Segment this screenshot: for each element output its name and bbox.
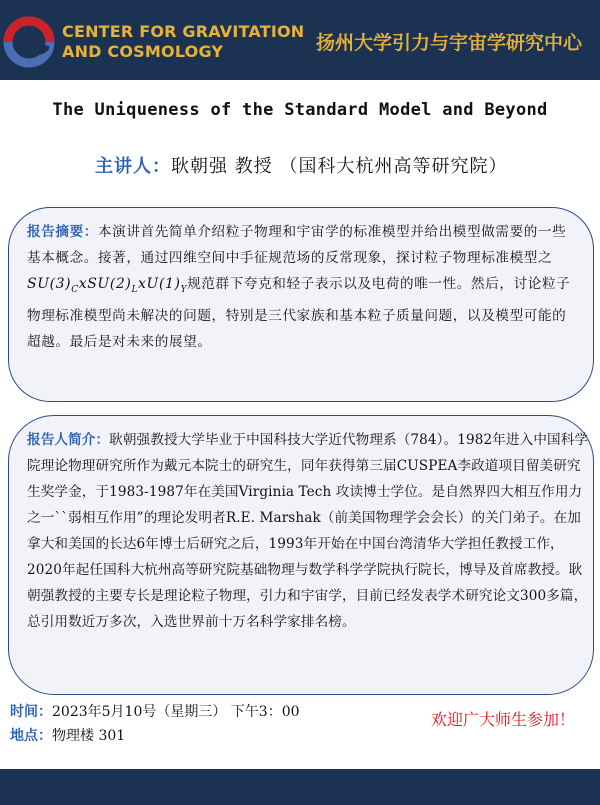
center-name-line1: CENTER FOR GRAVITATION: [62, 22, 305, 41]
time-value: 2023年5月10号（星期三） 下午3：00: [52, 704, 300, 720]
center-name-cn: 扬州大学引力与宇宙学研究中心: [316, 32, 583, 54]
center-name-en: [62, 22, 304, 62]
logo-icon: [3, 16, 55, 68]
abstract-label: 报告摘要：: [27, 224, 98, 240]
bio-body: 耿朝强教授大学毕业于中国科技大学近代物理系（784）。1982年进入中国科学院理论物理研究所作为戴元本院士的研究生，同年获得第三届CUSPEA李政道项目留美研究生奖学金，于1983-1987年在美国Virginia Tech 攻读博士学位。是自然界四大相互作用力之一``弱相互作用”的理论发明者R.E. Marshak（前美国物理学会会长）的关门弟子。在加拿大和美国的长达6年博士后研究之后，1993年开始在中国台湾清华大学担任教授工作，2020年起任国科大杭州高等研究院基础物理与数学科学学院执行院长，博导及首席教授。耿朝强教授的主要专长是理论粒子物理，引力和宇宙学，目前已经发表学术研究论文300多篇，总引用数近万多次，入选世界前十万名科学家排名榜。: [27, 432, 589, 630]
abstract-text-1: 本演讲首先简单介绍粒子物理和宇宙学的标准模型并给出模型做需要的一些基本概念。接著，通过四维空间中手征规范场的反常现象，探讨粒子物理标准模型之: [27, 224, 567, 266]
place-label: 地点：: [10, 728, 52, 744]
abstract-text: [27, 219, 575, 355]
abstract-box: [8, 207, 594, 402]
place-value: 物理楼 301: [52, 728, 126, 744]
welcome-text: 欢迎广大师生参加！: [431, 710, 576, 729]
speaker-value: 耿朝强 教授 （国科大杭州高等研究院）: [171, 156, 508, 177]
footer-bar: [0, 769, 600, 805]
header-bar: [0, 0, 600, 80]
center-name-line2: AND COSMOLOGY: [62, 42, 224, 61]
bio-box: [8, 415, 594, 695]
bio-text: [27, 427, 593, 635]
time-line: [10, 701, 300, 721]
time-label: 时间：: [10, 704, 52, 720]
abstract-text-2: 规范群下夸克和轻子表示以及电荷的唯一性。然后，讨论粒子物理标准模型尚未解决的问题，特别是三代家族和基本粒子质量问题，以及模型可能的超越。最后是对未来的展望。: [27, 276, 571, 350]
gauge-group-formula: $SU(3)_CxSU(2)_LxU(1)_Y$: [27, 276, 188, 295]
talk-title: The Uniqueness of the Standard Model and Beyond: [52, 100, 548, 120]
bio-label: 报告人简介：: [27, 432, 110, 448]
speaker-label: 主讲人：: [95, 156, 171, 177]
place-line: [10, 725, 125, 745]
speaker-line: [95, 152, 507, 178]
